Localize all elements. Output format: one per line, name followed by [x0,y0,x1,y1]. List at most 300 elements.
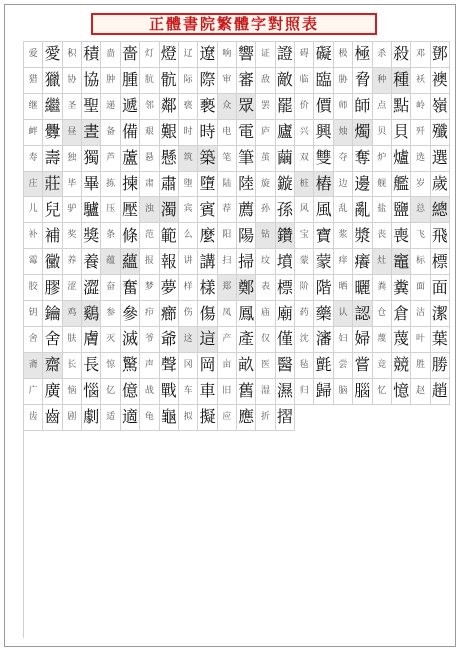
simplified-char: 岁 [411,172,430,198]
simplified-char: 双 [295,146,314,172]
simplified-char: 灶 [373,249,392,275]
traditional-char: 畝 [237,353,256,379]
simplified-char: 霉 [24,249,43,275]
traditional-char: 鄰 [160,94,179,120]
traditional-char: 釁 [43,120,62,146]
simplified-char: 浆 [334,223,353,249]
traditional-char: 晝 [82,120,101,146]
traditional-char: 揀 [121,172,140,198]
simplified-char: 肃 [140,172,159,198]
traditional-char: 條 [121,223,140,249]
simplified-char: 产 [218,327,237,353]
traditional-char: 竈 [392,249,411,275]
simplified-char: 胶 [24,275,43,301]
traditional-char: 時 [198,120,217,146]
traditional-char: 藥 [314,301,333,327]
traditional-char: 點 [392,94,411,120]
traditional-char: 黴 [43,249,62,275]
simplified-char: 亿 [101,379,120,405]
simplified-char: 竞 [373,353,392,379]
simplified-char: 坟 [256,249,275,275]
simplified-char: 标 [411,249,430,275]
traditional-char: 陽 [237,223,256,249]
traditional-char: 聲 [160,353,179,379]
traditional-char: 階 [314,275,333,301]
simplified-char: 证 [256,42,275,68]
simplified-char: 临 [295,68,314,94]
simplified-char: 响 [218,42,237,68]
traditional-char: 鑽 [276,223,295,249]
traditional-char: 養 [82,249,101,275]
simplified-char: 圣 [63,94,82,120]
simplified-char: 夺 [334,146,353,172]
traditional-char: 億 [121,379,140,405]
traditional-char: 奮 [121,275,140,301]
simplified-char: 独 [63,146,82,172]
traditional-char: 燈 [160,42,179,68]
simplified-char: 鸡 [63,301,82,327]
traditional-char: 愛 [43,42,62,68]
traditional-char: 參 [121,301,140,327]
simplified-char: 寿 [24,146,43,172]
simplified-char: 宾 [179,197,198,223]
traditional-char: 壓 [121,197,140,223]
traditional-char: 廣 [43,379,62,405]
simplified-char: 丧 [373,223,392,249]
simplified-char: 沈 [295,327,314,353]
traditional-char: 掃 [237,249,256,275]
traditional-char: 選 [431,146,450,172]
simplified-char: 昼 [63,120,82,146]
traditional-char: 艦 [392,172,411,198]
simplified-char: 肤 [63,327,82,353]
simplified-char: 袄 [411,68,430,94]
traditional-char: 兒 [43,197,62,223]
traditional-char: 夢 [160,275,179,301]
simplified-char: 应 [218,405,237,431]
traditional-char: 婦 [353,327,372,353]
simplified-char: 庄 [24,172,43,198]
traditional-char: 嶺 [431,94,450,120]
simplified-char: 笔 [218,146,237,172]
traditional-char: 審 [237,68,256,94]
simplified-char: 赵 [411,379,430,405]
traditional-char: 認 [353,301,372,327]
traditional-char: 澀 [82,275,101,301]
traditional-char: 歸 [314,379,333,405]
traditional-char: 嘗 [353,353,372,379]
traditional-char: 邊 [353,172,372,198]
traditional-char: 骯 [160,68,179,94]
simplified-char: 疖 [140,301,159,327]
traditional-char: 廬 [276,120,295,146]
simplified-char: 盐 [373,197,392,223]
simplified-char: 极 [334,42,353,68]
traditional-char: 墮 [198,172,217,198]
simplified-char: 贝 [373,120,392,146]
traditional-char: 貝 [392,120,411,146]
traditional-char: 報 [160,249,179,275]
simplified-char: 递 [101,94,120,120]
simplified-char: 湿 [256,379,275,405]
simplified-char: 兴 [295,120,314,146]
simplified-char: 爱 [24,42,43,68]
traditional-char: 極 [353,42,372,68]
page-title: 正體書院繁體字對照表 [91,13,377,35]
traditional-char: 懸 [160,146,179,172]
traditional-char: 標 [276,275,295,301]
simplified-char: 扫 [218,249,237,275]
simplified-char: 岭 [411,94,430,120]
simplified-char: 邻 [140,94,159,120]
simplified-char: 肿 [101,68,120,94]
traditional-char: 臨 [314,68,333,94]
traditional-char: 劇 [82,405,101,431]
traditional-char: 濁 [160,197,179,223]
simplified-char: 歼 [411,120,430,146]
traditional-char: 擬 [198,405,217,431]
traditional-char: 價 [314,94,333,120]
simplified-char: 毡 [295,353,314,379]
simplified-char: 广 [24,379,43,405]
simplified-char: 长 [63,353,82,379]
traditional-char: 滅 [121,327,140,353]
traditional-char: 範 [160,223,179,249]
traditional-char: 倉 [392,301,411,327]
traditional-char: 鑰 [43,301,62,327]
traditional-char: 補 [43,223,62,249]
simplified-char: 宝 [295,223,314,249]
traditional-char: 車 [198,379,217,405]
simplified-char: 驴 [63,197,82,223]
traditional-char: 腫 [121,68,140,94]
simplified-char: 郑 [218,275,237,301]
traditional-char: 礙 [314,42,333,68]
simplified-char: 车 [179,379,198,405]
traditional-char: 鄧 [431,42,450,68]
simplified-char: 悬 [140,146,159,172]
simplified-char: 脑 [334,379,353,405]
simplified-char: 忆 [373,379,392,405]
simplified-char: 折 [256,405,275,431]
traditional-char: 興 [314,120,333,146]
simplified-char: 邓 [411,42,430,68]
traditional-char: 亂 [353,197,372,223]
simplified-char: 晒 [334,275,353,301]
simplified-char: 碍 [295,42,314,68]
traditional-char: 陸 [237,172,256,198]
traditional-char: 種 [392,68,411,94]
traditional-char: 癢 [353,249,372,275]
traditional-char: 畢 [82,172,101,198]
traditional-char: 遞 [121,94,140,120]
simplified-char: 陆 [218,172,237,198]
simplified-char: 肮 [140,68,159,94]
simplified-char: 电 [218,120,237,146]
simplified-char: 涩 [63,275,82,301]
simplified-char: 旋 [256,172,275,198]
traditional-char: 嗇 [121,42,140,68]
simplified-char: 认 [334,301,353,327]
traditional-char: 鄭 [237,275,256,301]
traditional-char: 傷 [198,301,217,327]
simplified-char: 边 [334,172,353,198]
simplified-char: 衅 [24,120,43,146]
traditional-char: 歲 [431,172,450,198]
simplified-char: 敌 [256,68,275,94]
simplified-char: 亩 [218,353,237,379]
simplified-char: 芦 [101,146,120,172]
simplified-char: 蒙 [295,249,314,275]
simplified-char: 毕 [63,172,82,198]
traditional-char: 雙 [314,146,333,172]
traditional-char: 殲 [431,120,450,146]
traditional-char: 潔 [431,301,450,327]
simplified-char: 浊 [140,197,159,223]
simplified-char: 仓 [373,301,392,327]
simplified-char: 尝 [334,353,353,379]
traditional-char: 蒙 [314,249,333,275]
traditional-char: 廟 [276,301,295,327]
simplified-char: 叶 [411,327,430,353]
simplified-char: 猎 [24,68,43,94]
simplified-char: 儿 [24,197,43,223]
traditional-char: 糞 [392,275,411,301]
simplified-char: 艰 [140,120,159,146]
simplified-char: 桩 [295,172,314,198]
simplified-char: 表 [256,275,275,301]
traditional-char: 爺 [160,327,179,353]
traditional-char: 孫 [276,197,295,223]
traditional-char: 燭 [353,120,372,146]
traditional-char: 講 [198,249,217,275]
traditional-char: 獨 [82,146,101,172]
traditional-char: 蘆 [121,146,140,172]
simplified-char: 风 [295,197,314,223]
simplified-char: 荐 [218,197,237,223]
traditional-char: 膚 [82,327,101,353]
traditional-char: 墳 [276,249,295,275]
simplified-char: 龟 [140,405,159,431]
traditional-char: 喪 [392,223,411,249]
traditional-char: 葉 [431,327,450,353]
traditional-char: 壽 [43,146,62,172]
simplified-char: 钻 [256,223,275,249]
traditional-char: 鳳 [237,301,256,327]
traditional-char: 敵 [276,68,295,94]
simplified-char: 声 [140,353,159,379]
traditional-char: 驢 [82,197,101,223]
simplified-char: 积 [63,42,82,68]
traditional-char: 趙 [431,379,450,405]
simplified-char: 讲 [179,249,198,275]
simplified-char: 筑 [179,146,198,172]
simplified-char: 孙 [256,197,275,223]
simplified-char: 灯 [140,42,159,68]
simplified-char: 伤 [179,301,198,327]
traditional-char: 繼 [43,94,62,120]
simplified-char: 范 [140,223,159,249]
traditional-char: 遼 [198,42,217,68]
simplified-char: 战 [140,379,159,405]
traditional-char: 戰 [160,379,179,405]
simplified-char: 际 [179,68,198,94]
simplified-char: 痒 [334,249,353,275]
traditional-char: 濕 [276,379,295,405]
simplified-char: 旧 [218,379,237,405]
simplified-char: 剧 [63,405,82,431]
character-table [23,41,450,638]
traditional-char: 際 [198,68,217,94]
simplified-char: 冈 [179,353,198,379]
traditional-char: 齒 [43,405,62,431]
traditional-char: 備 [121,120,140,146]
simplified-char: 价 [295,94,314,120]
traditional-char: 樣 [198,275,217,301]
traditional-char: 師 [353,94,372,120]
simplified-char: 选 [411,146,430,172]
simplified-char: 斋 [24,353,43,379]
simplified-char: 胁 [334,68,353,94]
simplified-char: 洁 [411,301,430,327]
traditional-char: 鷄 [82,301,101,327]
traditional-char: 龜 [160,405,179,431]
simplified-char: 时 [179,120,198,146]
simplified-char: 协 [63,68,82,94]
traditional-char: 築 [198,146,217,172]
simplified-char: 灭 [101,327,120,353]
traditional-char: 僅 [276,327,295,353]
traditional-char: 蔑 [392,327,411,353]
traditional-char: 艱 [160,120,179,146]
traditional-char: 電 [237,120,256,146]
reference-sheet [4,4,456,647]
traditional-char: 肅 [160,172,179,198]
traditional-char: 殺 [392,42,411,68]
traditional-char: 舊 [237,379,256,405]
traditional-char: 憶 [392,379,411,405]
traditional-char: 腦 [353,379,372,405]
traditional-char: 適 [121,405,140,431]
traditional-char: 響 [237,42,256,68]
simplified-char: 阶 [295,275,314,301]
simplified-char: 庙 [256,301,275,327]
simplified-char: 众 [218,94,237,120]
simplified-char: 茧 [256,146,275,172]
traditional-char: 脅 [353,68,372,94]
traditional-char: 筆 [237,146,256,172]
simplified-char: 凤 [218,301,237,327]
traditional-char: 摺 [276,405,295,431]
simplified-char: 奋 [101,275,120,301]
traditional-char: 癤 [160,301,179,327]
simplified-char: 师 [334,94,353,120]
simplified-char: 梦 [140,275,159,301]
traditional-char: 風 [314,197,333,223]
simplified-char: 总 [411,197,430,223]
simplified-char: 补 [24,223,43,249]
traditional-char: 蘊 [121,249,140,275]
traditional-char: 飛 [431,223,450,249]
traditional-char: 標 [431,249,450,275]
simplified-char: 面 [411,275,430,301]
traditional-char: 麼 [198,223,217,249]
traditional-char: 證 [276,42,295,68]
simplified-char: 飞 [411,223,430,249]
simplified-char: 辽 [179,42,198,68]
traditional-char: 聖 [82,94,101,120]
simplified-char: 归 [295,379,314,405]
simplified-char: 惊 [101,353,120,379]
simplified-char: 备 [101,120,120,146]
simplified-char: 继 [24,94,43,120]
traditional-char: 奪 [353,146,372,172]
simplified-char: 养 [63,249,82,275]
traditional-char: 驚 [121,353,140,379]
traditional-char: 薦 [237,197,256,223]
simplified-char: 杀 [373,42,392,68]
traditional-char: 總 [431,197,450,223]
traditional-char: 曬 [353,275,372,301]
simplified-char: 钥 [24,301,43,327]
simplified-char: 审 [218,68,237,94]
traditional-char: 膠 [43,275,62,301]
simplified-char: 烛 [334,120,353,146]
simplified-char: 啬 [101,42,120,68]
simplified-char: 恼 [63,379,82,405]
simplified-char: 堕 [179,172,198,198]
simplified-char: 拣 [101,172,120,198]
simplified-char: 适 [101,405,120,431]
simplified-char: 妇 [334,327,353,353]
traditional-char: 瀋 [314,327,333,353]
simplified-char: 胜 [411,353,430,379]
traditional-char: 鏇 [276,172,295,198]
traditional-char: 氈 [314,353,333,379]
traditional-char: 競 [392,353,411,379]
traditional-char: 產 [237,327,256,353]
traditional-char: 積 [82,42,101,68]
simplified-char: 参 [101,301,120,327]
traditional-char: 繭 [276,146,295,172]
traditional-char: 面 [431,275,450,301]
traditional-char: 這 [198,327,217,353]
traditional-char: 應 [237,405,256,431]
simplified-char: 蕴 [101,249,120,275]
traditional-char: 莊 [43,172,62,198]
simplified-char: 医 [256,353,275,379]
simplified-char: 罢 [256,94,275,120]
traditional-char: 鹽 [392,197,411,223]
simplified-char: 庐 [256,120,275,146]
simplified-char: 仅 [256,327,275,353]
simplified-char: 亵 [179,94,198,120]
traditional-char: 岡 [198,353,217,379]
traditional-char: 樁 [314,172,333,198]
simplified-char: 报 [140,249,159,275]
traditional-char: 獵 [43,68,62,94]
traditional-char: 齋 [43,353,62,379]
traditional-char: 罷 [276,94,295,120]
traditional-char: 醫 [276,353,295,379]
traditional-char: 漿 [353,223,372,249]
traditional-char: 獎 [82,223,101,249]
simplified-char: 条 [101,223,120,249]
traditional-char: 協 [82,68,101,94]
traditional-char: 爐 [392,146,411,172]
traditional-char: 賓 [198,197,217,223]
simplified-char: 样 [179,275,198,301]
